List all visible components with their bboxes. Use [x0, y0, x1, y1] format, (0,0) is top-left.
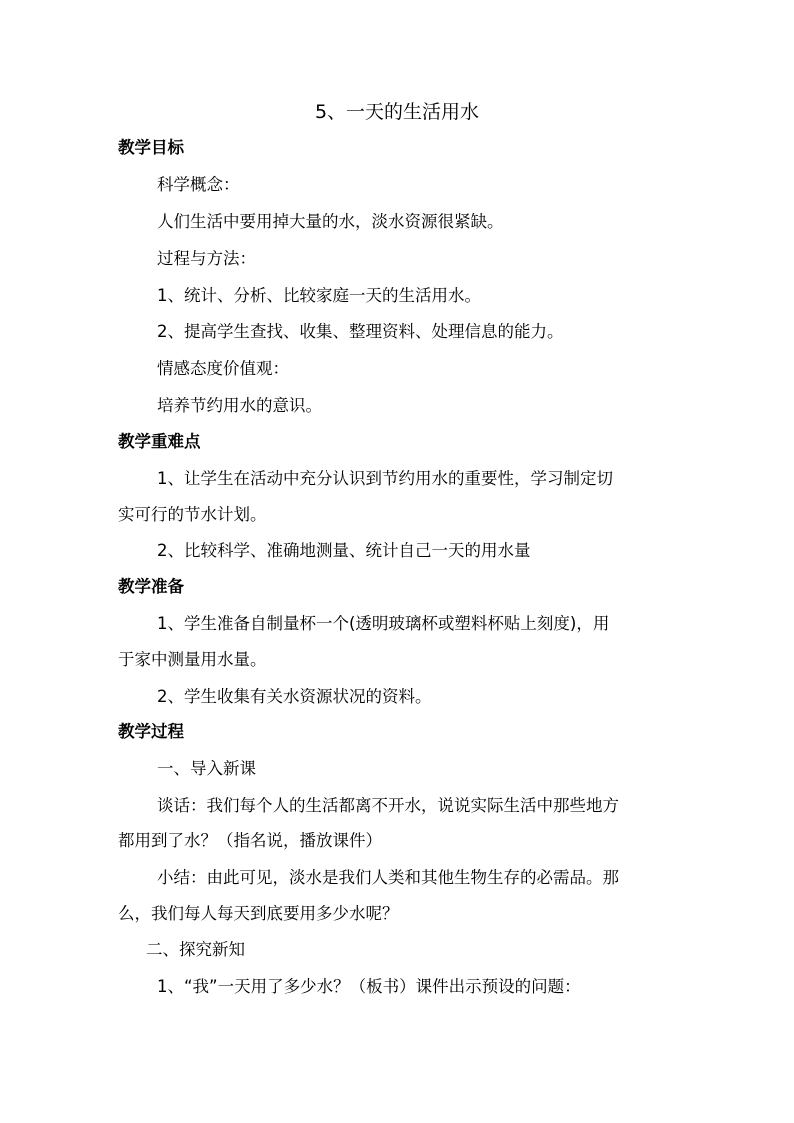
process-line-4: 小结：由此可见，淡水是我们人类和其他生物生存的必需品。那 — [157, 868, 619, 887]
preparation-line-3: 2、学生收集有关水资源状况的资料。 — [157, 687, 432, 706]
process-line-3: 都用到了水？（指名说，播放课件） — [118, 831, 382, 850]
goals-line-2: 人们生活中要用掉大量的水，淡水资源很紧缺。 — [157, 212, 504, 231]
goals-line-5: 2、提高学生查找、收集、整理资料、处理信息的能力。 — [157, 322, 564, 341]
keypoints-line-3: 2、比较科学、准确地测量、统计自己一天的用水量 — [157, 541, 531, 560]
preparation-line-2: 于家中测量用水量。 — [118, 650, 267, 669]
document-title: 5、一天的生活用水 — [314, 101, 480, 123]
process-line-7: 1、“我”一天用了多少水？（板书）课件出示预设的问题： — [157, 977, 581, 996]
heading-key-points: 教学重难点 — [118, 432, 201, 451]
goals-line-7: 培养节约用水的意识。 — [157, 396, 322, 415]
goals-line-3: 过程与方法： — [157, 249, 256, 268]
goals-line-4: 1、统计、分析、比较家庭一天的生活用水。 — [157, 286, 481, 305]
process-line-6: 二、探究新知 — [146, 940, 245, 959]
heading-teaching-goals: 教学目标 — [118, 138, 184, 157]
heading-teaching-process: 教学过程 — [118, 722, 184, 741]
keypoints-line-1: 1、让学生在活动中充分认识到节约用水的重要性，学习制定切 — [157, 469, 613, 488]
process-line-5: 么，我们每人每天到底要用多少水呢？ — [118, 904, 399, 923]
heading-preparation: 教学准备 — [118, 577, 184, 596]
goals-line-1: 科学概念： — [157, 175, 240, 194]
process-line-1: 一、导入新课 — [157, 759, 256, 778]
keypoints-line-2: 实可行的节水计划。 — [118, 505, 267, 524]
preparation-line-1: 1、学生准备自制量杯一个(透明玻璃杯或塑料杯贴上刻度)，用 — [157, 614, 610, 633]
goals-line-6: 情感态度价值观： — [157, 359, 289, 378]
process-line-2: 谈话：我们每个人的生活都离不开水，说说实际生活中那些地方 — [157, 796, 619, 815]
